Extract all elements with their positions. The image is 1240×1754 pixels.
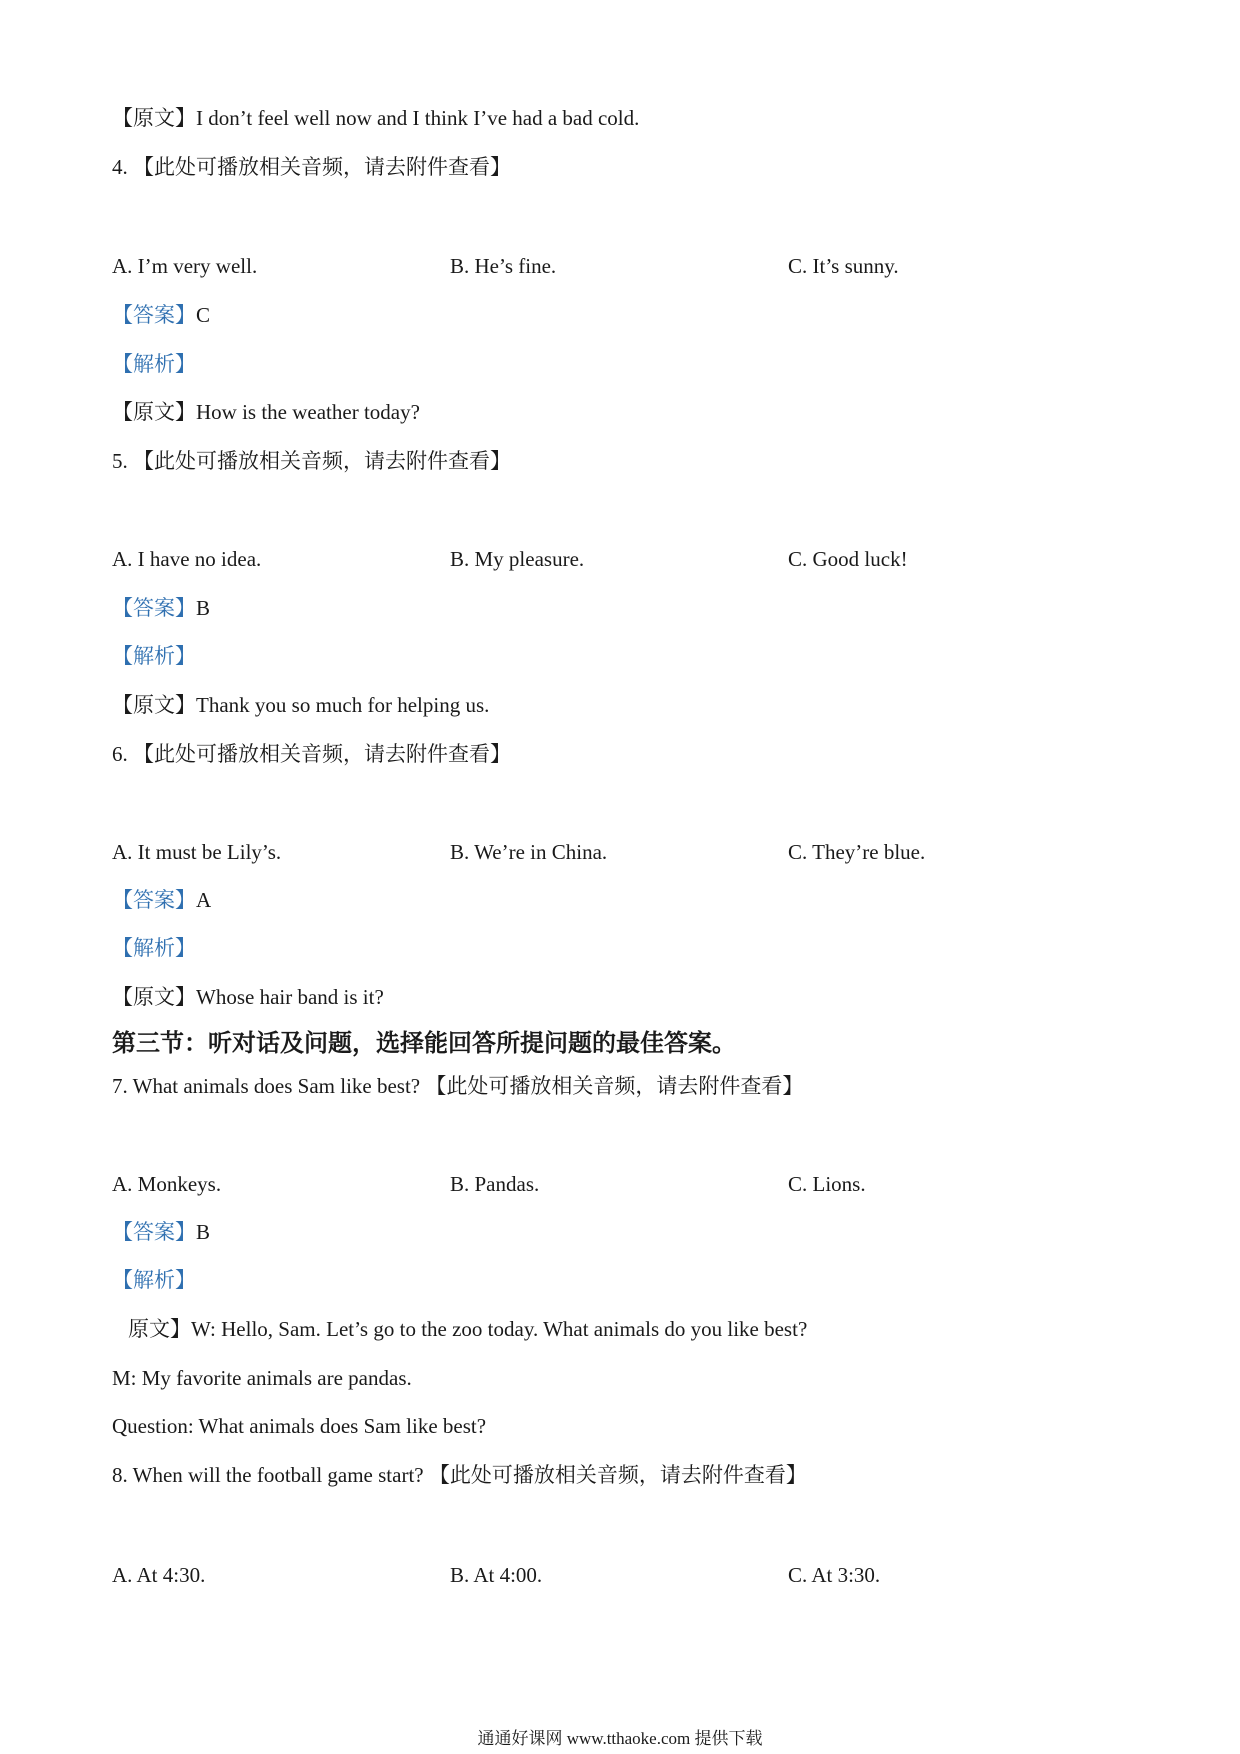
question-4: 4. 【此处可播放相关音频，请去附件查看】 xyxy=(112,155,511,179)
answer-line xyxy=(112,301,210,329)
transcript-line: Question: What animals does Sam like best? xyxy=(112,1414,487,1438)
option-a: A. Monkeys. xyxy=(112,1172,222,1196)
option-c: C. Good luck! xyxy=(788,547,908,571)
option-b: B. At 4:00. xyxy=(450,1563,543,1587)
question-8: 8. When will the football game start? 【此处可播放相关音频，请去附件查看】 xyxy=(112,1463,807,1487)
option-b: B. We’re in China. xyxy=(450,840,608,864)
option-a: A. At 4:30. xyxy=(112,1563,206,1587)
option-b: B. My pleasure. xyxy=(450,547,585,571)
analysis-label: 【解析】 xyxy=(112,1268,196,1292)
option-c: C. Lions. xyxy=(788,1172,866,1196)
option-b: B. Pandas. xyxy=(450,1172,540,1196)
option-a: A. I have no idea. xyxy=(112,547,262,571)
question-6: 6. 【此处可播放相关音频，请去附件查看】 xyxy=(112,742,511,766)
answer-line xyxy=(112,1218,210,1246)
footer: 通通好课网 www.tthaoke.com 提供下载 xyxy=(477,1729,763,1748)
answer-value: B xyxy=(196,596,211,620)
answer-label: 【答案】 xyxy=(112,888,196,912)
question-7: 7. What animals does Sam like best? 【此处可播放相关音频，请去附件查看】 xyxy=(112,1074,804,1098)
transcript: 【原文】Whose hair band is it? xyxy=(112,985,384,1009)
transcript: 【原文】Thank you so much for helping us. xyxy=(112,693,490,717)
option-c: C. It’s sunny. xyxy=(788,254,899,278)
answer-label: 【答案】 xyxy=(112,1220,196,1244)
answer-value: C xyxy=(196,303,211,327)
analysis-label: 【解析】 xyxy=(112,936,196,960)
answer-label: 【答案】 xyxy=(112,596,196,620)
transcript: 原文】W: Hello, Sam. Let’s go to the zoo today. What animals do you like best? xyxy=(128,1317,808,1341)
option-c: C. They’re blue. xyxy=(788,840,926,864)
answer-label: 【答案】 xyxy=(112,303,196,327)
section-title: 第三节：听对话及问题，选择能回答所提问题的最佳答案。 xyxy=(112,1029,736,1057)
option-a: A. It must be Lily’s. xyxy=(112,840,282,864)
answer-line xyxy=(112,886,211,914)
option-c: C. At 3:30. xyxy=(788,1563,881,1587)
transcript-line: M: My favorite animals are pandas. xyxy=(112,1366,412,1390)
answer-line xyxy=(112,594,210,622)
analysis-label: 【解析】 xyxy=(112,352,196,376)
transcript: 【原文】I don’t feel well now and I think I’ve had a bad cold. xyxy=(112,106,640,130)
transcript: 【原文】How is the weather today? xyxy=(112,400,420,424)
answer-value: B xyxy=(196,1220,211,1244)
answer-value: A xyxy=(196,888,212,912)
analysis-label: 【解析】 xyxy=(112,644,196,668)
question-5: 5. 【此处可播放相关音频，请去附件查看】 xyxy=(112,449,511,473)
option-a: A. I’m very well. xyxy=(112,254,258,278)
option-b: B. He’s fine. xyxy=(450,254,557,278)
